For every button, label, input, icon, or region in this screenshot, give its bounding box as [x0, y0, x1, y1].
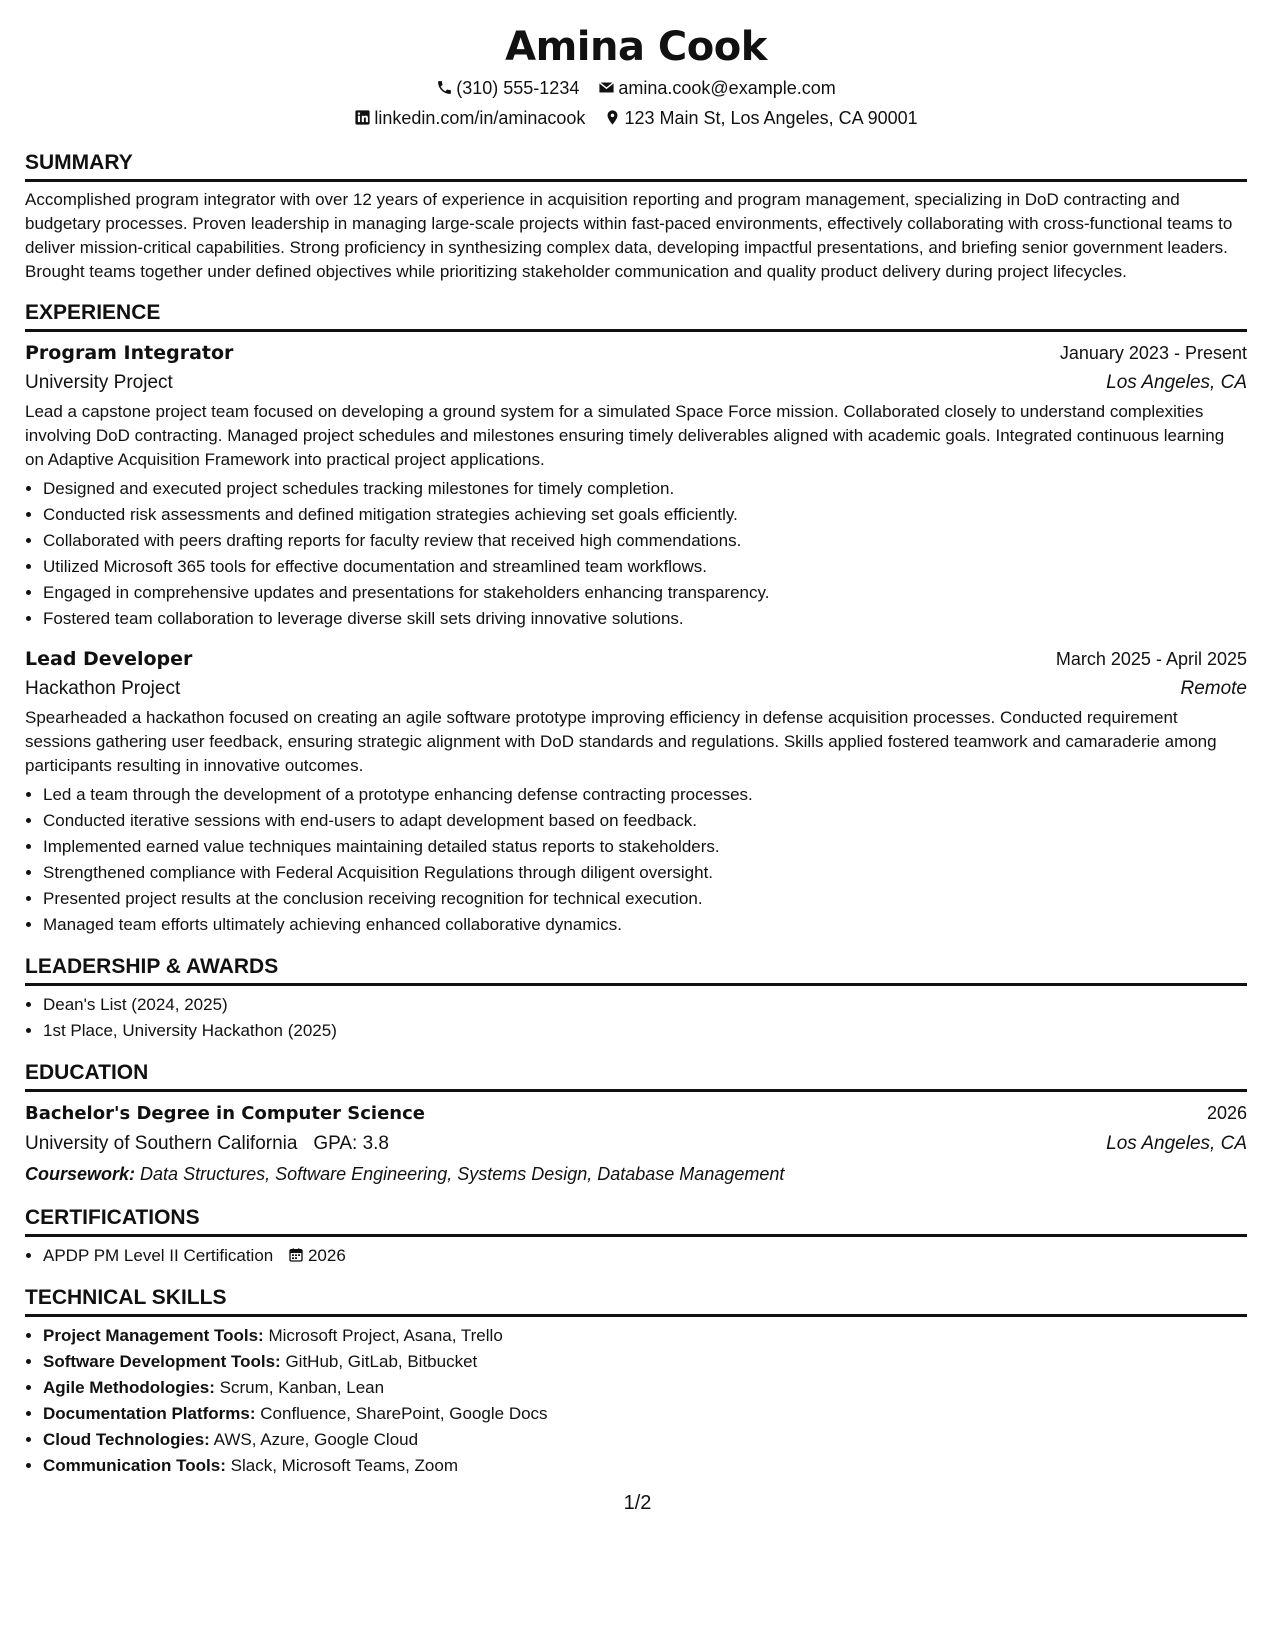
- job-title: Program Integrator: [25, 342, 234, 364]
- skill-label: Documentation Platforms:: [43, 1404, 256, 1423]
- experience-section: [25, 300, 1247, 938]
- section-heading: TECHNICAL SKILLS: [25, 1285, 1247, 1317]
- skill-value: GitHub, GitLab, Bitbucket: [285, 1352, 478, 1371]
- skill-value: Microsoft Project, Asana, Trello: [268, 1326, 503, 1345]
- list-item: [43, 1349, 1247, 1375]
- coursework-label: Coursework:: [25, 1164, 136, 1184]
- calendar-icon: [288, 1247, 304, 1263]
- phone-item: [436, 76, 579, 100]
- job-bullets: [25, 782, 1247, 938]
- school-name: University of Southern California: [25, 1133, 298, 1154]
- list-item: • Managed team efforts ultimately achieving enhanced collaborative dynamics.: [43, 912, 1247, 938]
- job-org: Hackathon Project: [25, 678, 181, 699]
- contact-line-2: [25, 106, 1247, 130]
- skill-value: Slack, Microsoft Teams, Zoom: [230, 1456, 458, 1475]
- skill-label: Software Development Tools:: [43, 1352, 281, 1371]
- skills-section: [25, 1285, 1247, 1479]
- phone-text: (310) 555-1234: [456, 78, 580, 98]
- job-location: Los Angeles, CA: [1106, 372, 1247, 393]
- job-location: Remote: [1180, 678, 1247, 699]
- skill-label: Cloud Technologies:: [43, 1430, 210, 1449]
- contact-line-1: [25, 76, 1247, 100]
- skill-label: Project Management Tools:: [43, 1326, 264, 1345]
- list-item: • Conducted iterative sessions with end-users to adapt development based on feedback.: [43, 808, 1247, 834]
- school-location: Los Angeles, CA: [1106, 1133, 1247, 1154]
- envelope-icon: [598, 79, 615, 96]
- list-item: [43, 1401, 1247, 1427]
- list-item: [43, 1375, 1247, 1401]
- phone-icon: [436, 79, 453, 96]
- section-heading: CERTIFICATIONS: [25, 1205, 1247, 1237]
- list-item: • 1st Place, University Hackathon (2025): [43, 1018, 1247, 1044]
- list-item: • Strengthened compliance with Federal Acquisition Regulations through diligent oversight.: [43, 860, 1247, 886]
- section-heading: EXPERIENCE: [25, 300, 1247, 332]
- skill-label: Communication Tools:: [43, 1456, 226, 1475]
- resume-page: [25, 22, 1247, 1479]
- linkedin-item[interactable]: [354, 106, 585, 130]
- skill-label: Agile Methodologies:: [43, 1378, 215, 1397]
- skill-value: Scrum, Kanban, Lean: [219, 1378, 385, 1397]
- page-number: 1/2: [623, 1492, 652, 1514]
- list-item: [43, 1427, 1247, 1453]
- job-title: Lead Developer: [25, 648, 193, 670]
- list-item: • Collaborated with peers drafting reports for faculty review that received high commendations.: [43, 528, 1247, 554]
- email-item[interactable]: [598, 76, 835, 100]
- list-item: • Conducted risk assessments and defined mitigation strategies achieving set goals efficiently.: [43, 502, 1247, 528]
- job-bullets: [25, 476, 1247, 632]
- cert-name: APDP PM Level II Certification: [43, 1246, 274, 1265]
- gpa: GPA: 3.8: [313, 1133, 389, 1154]
- map-pin-icon: [604, 109, 621, 126]
- cert-year: 2026: [307, 1246, 346, 1265]
- list-item: • Fostered team collaboration to leverage diverse skill sets driving innovative solutions.: [43, 606, 1247, 632]
- list-item: • Implemented earned value techniques maintaining detailed status reports to stakeholders.: [43, 834, 1247, 860]
- section-heading: EDUCATION: [25, 1060, 1247, 1092]
- skill-value: Confluence, SharePoint, Google Docs: [260, 1404, 548, 1423]
- linkedin-link[interactable]: linkedin.com/in/aminacook: [374, 108, 586, 128]
- candidate-name: Amina Cook: [505, 24, 767, 70]
- list-item: [43, 1323, 1247, 1349]
- summary-text: Accomplished program integrator with over 12 years of experience in acquisition reporting and program management, specializing in DoD contracting and budgetary processes. Proven leadership in managing large-scale projects within fast-paced environments, effectively collaborating with cross-functional teams to deliver mission-critical capabilities. Strong proficiency in synthesizing complex data, developing impactful presentations, and briefing senior government leaders. Brought teams together under defined objectives while prioritizing stakeholder communication and quality product delivery during project lifecycles.: [25, 190, 1233, 281]
- list-item: • Dean's List (2024, 2025): [43, 992, 1247, 1018]
- coursework: [25, 1159, 1247, 1189]
- list-item: • Led a team through the development of a prototype enhancing defense contracting processes.: [43, 782, 1247, 808]
- skills-list: [25, 1323, 1247, 1479]
- certifications-list: [25, 1243, 1247, 1269]
- section-heading: SUMMARY: [25, 150, 1247, 182]
- section-heading: LEADERSHIP & AWARDS: [25, 954, 1247, 986]
- linkedin-icon: [354, 109, 371, 126]
- email-link[interactable]: amina.cook@example.com: [618, 78, 836, 98]
- list-item: • Designed and executed project schedules tracking milestones for timely completion.: [43, 476, 1247, 502]
- school-line: [25, 1129, 389, 1159]
- job-entry: [25, 644, 1247, 938]
- list-item: [43, 1243, 1247, 1269]
- job-dates: January 2023 - Present: [1059, 343, 1247, 363]
- address-item: [604, 106, 917, 130]
- awards-section: [25, 954, 1247, 1044]
- certifications-section: [25, 1205, 1247, 1269]
- job-dates: March 2025 - April 2025: [1055, 649, 1247, 669]
- address-text: 123 Main St, Los Angeles, CA 90001: [624, 108, 918, 128]
- degree: Bachelor's Degree in Computer Science: [25, 1103, 425, 1124]
- job-org: University Project: [25, 372, 173, 393]
- list-item: • Engaged in comprehensive updates and presentations for stakeholders enhancing transparency.: [43, 580, 1247, 606]
- list-item: • Presented project results at the conclusion receiving recognition for technical execution.: [43, 886, 1247, 912]
- graduation-year: 2026: [1206, 1103, 1247, 1123]
- awards-list: [25, 992, 1247, 1044]
- job-description: Spearheaded a hackathon focused on creating an agile software prototype improving efficiency in defense acquisition processes. Conducted requirement sessions gathering user feedback, ensuring strategic alignment with DoD standards and regulations. Skills applied fostered teamwork and camaraderie among participants resulting in innovative outcomes.: [25, 708, 1217, 775]
- summary-section: [25, 150, 1247, 284]
- education-section: [25, 1060, 1247, 1189]
- skill-value: AWS, Azure, Google Cloud: [213, 1430, 419, 1449]
- coursework-text: Data Structures, Software Engineering, Systems Design, Database Management: [140, 1164, 785, 1184]
- list-item: • Utilized Microsoft 365 tools for effective documentation and streamlined team workflows.: [43, 554, 1247, 580]
- job-description: Lead a capstone project team focused on developing a ground system for a simulated Space Force mission. Collaborated closely to understand complexities involving DoD contracting. Managed project schedules and milestones ensuring timely deliverables aligned with academic goals. Integrated continuous learning on Adaptive Acquisition Framework into practical project applications.: [25, 402, 1225, 469]
- job-entry: [25, 338, 1247, 632]
- list-item: [43, 1453, 1247, 1479]
